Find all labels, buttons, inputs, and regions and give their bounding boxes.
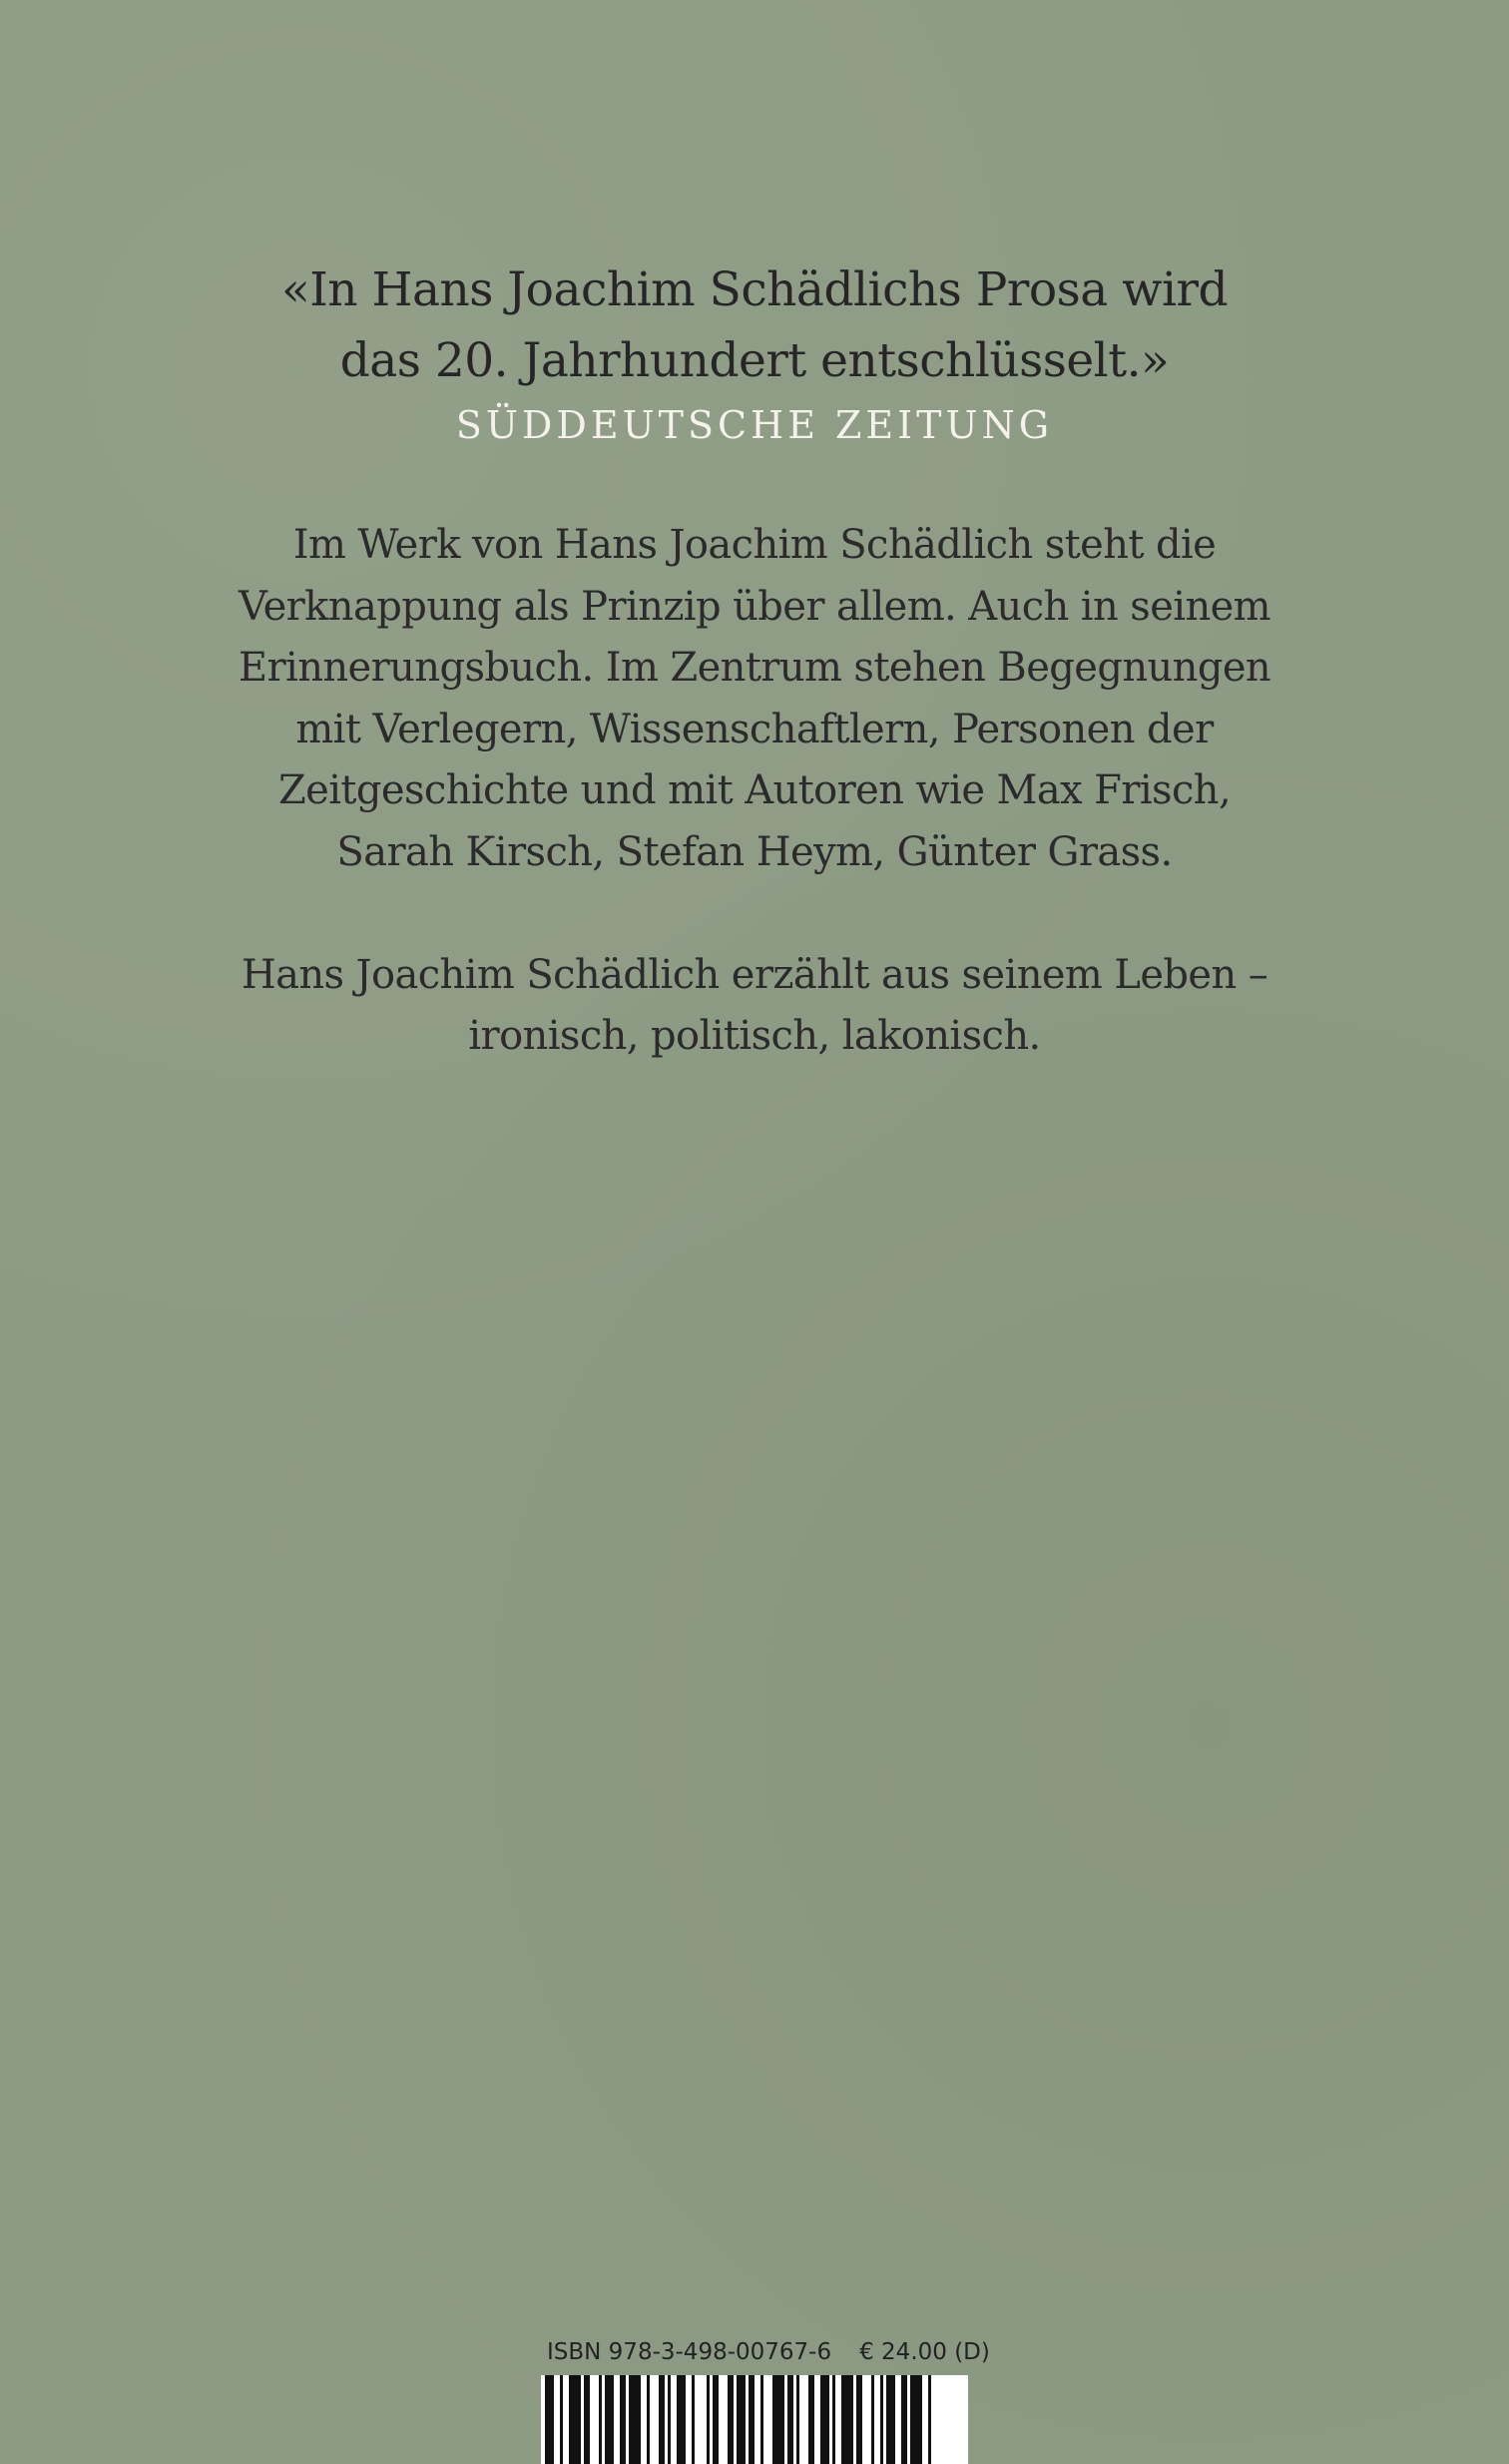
barcode: [541, 2375, 968, 2464]
barcode-bar: [760, 2375, 763, 2464]
price: € 24.00 (D): [859, 2339, 990, 2365]
barcode-bar: [620, 2375, 626, 2464]
barcode-bar: [677, 2375, 686, 2464]
barcode-bar: [629, 2375, 641, 2464]
barcode-bar: [605, 2375, 614, 2464]
barcode-bar: [910, 2375, 922, 2464]
barcode-bar: [871, 2375, 874, 2464]
barcode-bar: [713, 2375, 719, 2464]
barcode-bar: [728, 2375, 734, 2464]
blurb: [0, 515, 1509, 1068]
barcode-bar: [707, 2375, 710, 2464]
summary-line: Hans Joachim Schädlich erzählt aus seinem Leben –: [241, 951, 1268, 998]
barcode-bar: [584, 2375, 590, 2464]
barcode-bar: [880, 2375, 883, 2464]
barcode-bar: [647, 2375, 650, 2464]
blurb-line: Erinnerungsbuch. Im Zentrum stehen Begegnungen: [238, 645, 1271, 692]
blurb-line: Sarah Kirsch, Stefan Heym, Günter Grass.: [336, 828, 1173, 875]
press-quote: [0, 254, 1509, 450]
barcode-bar: [772, 2375, 784, 2464]
isbn-number: ISBN 978-3-498-00767-6: [547, 2339, 832, 2365]
barcode-bar: [692, 2375, 695, 2464]
barcode-bar: [832, 2375, 835, 2464]
barcode-bar: [560, 2375, 563, 2464]
barcode-bar: [808, 2375, 814, 2464]
blurb-line: Im Werk von Hans Joachim Schädlich steht die: [292, 522, 1217, 568]
barcode-bar: [749, 2375, 754, 2464]
quote-line-1: «In Hans Joachim Schädlichs Prosa wird: [280, 262, 1229, 317]
barcode-bar: [737, 2375, 746, 2464]
barcode-bar: [787, 2375, 793, 2464]
barcode-bar: [886, 2375, 895, 2464]
barcode-bar: [901, 2375, 907, 2464]
blurb-line: Zeitgeschichte und mit Autoren wie Max Frisch,: [277, 767, 1232, 814]
paragraph-spacer: [0, 884, 1509, 945]
barcode-bar: [796, 2375, 799, 2464]
barcode-bar: [928, 2375, 931, 2464]
barcode-bar: [599, 2375, 602, 2464]
barcode-bar: [820, 2375, 829, 2464]
barcode-bar: [659, 2375, 665, 2464]
barcode-bar: [569, 2375, 581, 2464]
barcode-bar: [856, 2375, 862, 2464]
barcode-bar: [841, 2375, 853, 2464]
blurb-line: Verknappung als Prinzip über allem. Auch in seinem: [238, 583, 1271, 630]
barcode-icon: [541, 2375, 968, 2464]
barcode-bar: [668, 2375, 671, 2464]
isbn-price-line: [547, 2337, 990, 2367]
quote-line-2: das 20. Jahrhundert entschlüsselt.»: [339, 333, 1170, 388]
summary-line: ironisch, politisch, lakonisch.: [468, 1013, 1041, 1060]
blurb-line: mit Verlegern, Wissenschaftlern, Personen der: [295, 706, 1214, 752]
quote-source: SÜDDEUTSCHE ZEITUNG: [455, 403, 1054, 447]
barcode-bar: [545, 2375, 554, 2464]
